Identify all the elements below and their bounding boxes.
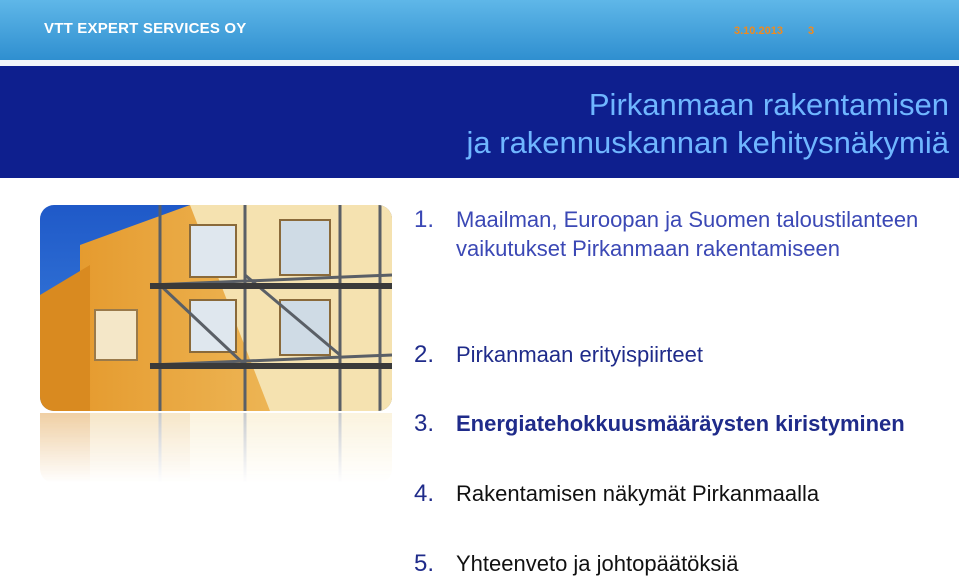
agenda-number: 3. bbox=[414, 410, 435, 437]
title-bar bbox=[0, 66, 959, 178]
slide-title bbox=[467, 86, 950, 162]
agenda-text: Yhteenveto ja johtopäätöksiä bbox=[456, 551, 739, 576]
photo-reflection-illustration bbox=[40, 413, 392, 483]
agenda-number: 5. bbox=[414, 550, 435, 577]
header-bar bbox=[0, 0, 959, 60]
agenda-text: Energiatehokkuusmääräysten kiristyminen bbox=[456, 411, 905, 436]
page-number: 3 bbox=[808, 25, 815, 37]
slide-date: 3.10.2013 bbox=[734, 25, 783, 37]
agenda-number: 4. bbox=[414, 480, 435, 507]
photo-reflection bbox=[40, 413, 392, 483]
slide-title-line-2: ja rakennuskannan kehitysnäkymiä bbox=[466, 125, 949, 160]
company-name: VTT EXPERT SERVICES OY bbox=[44, 20, 247, 37]
agenda-number: 1. bbox=[414, 206, 435, 233]
building-scaffolding-photo bbox=[40, 205, 392, 411]
building-scaffolding-illustration bbox=[40, 205, 392, 411]
slide-title-line-1: Pirkanmaan rakentamisen bbox=[588, 87, 949, 122]
agenda-text: Maailman, Euroopan ja Suomen taloustilanteen vaikutukset Pirkanmaan rakentamiseen bbox=[456, 207, 919, 261]
agenda-text: Rakentamisen näkymät Pirkanmaalla bbox=[456, 481, 820, 506]
agenda-text: Pirkanmaan erityispiirteet bbox=[456, 342, 703, 367]
agenda-number: 2. bbox=[414, 341, 435, 368]
